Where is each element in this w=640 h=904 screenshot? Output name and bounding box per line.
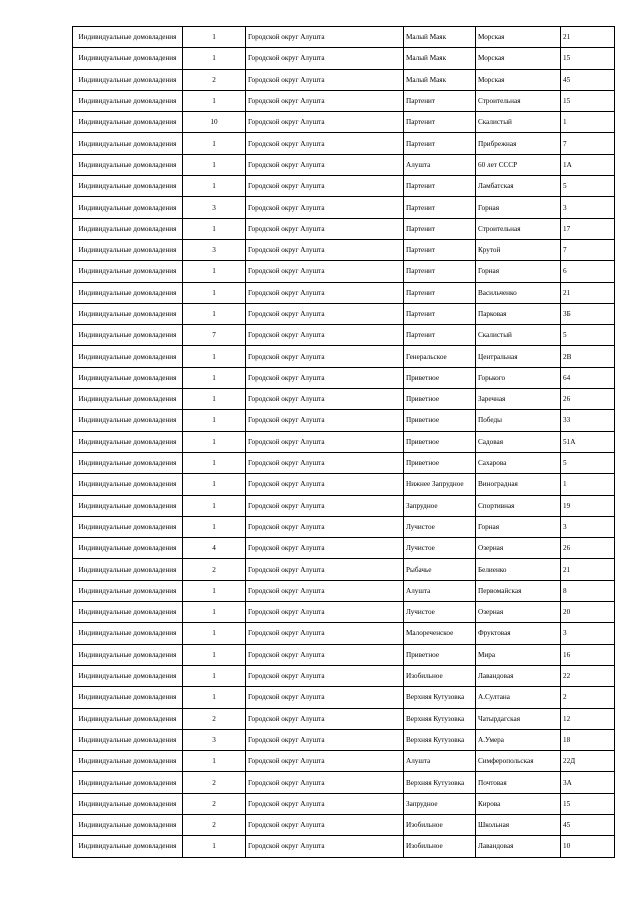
count-cell: 7 [183, 325, 246, 346]
house-number-cell: 21 [561, 282, 615, 303]
table-row [73, 495, 615, 516]
count-cell: 3 [183, 197, 246, 218]
district-cell: Городской округ Алушта [246, 133, 404, 154]
locality-cell: Малореченское [404, 623, 476, 644]
district-cell: Городской округ Алушта [246, 538, 404, 559]
count-cell: 2 [183, 559, 246, 580]
locality-cell: Партенит [404, 303, 476, 324]
house-number-cell: 5 [561, 176, 615, 197]
house-number-cell: 15 [561, 90, 615, 111]
table-row [73, 772, 615, 793]
count-cell: 1 [183, 452, 246, 473]
district-cell: Городской округ Алушта [246, 836, 404, 857]
district-cell: Городской округ Алушта [246, 814, 404, 835]
table-row [73, 793, 615, 814]
locality-cell: Алушта [404, 154, 476, 175]
locality-cell: Малый Маяк [404, 69, 476, 90]
type-cell: Индивидуальные домовладения [73, 452, 183, 473]
street-cell: Строительная [476, 218, 561, 239]
district-cell: Городской округ Алушта [246, 282, 404, 303]
count-cell: 1 [183, 176, 246, 197]
locality-cell: Нижнее Запрудное [404, 474, 476, 495]
house-number-cell: 3 [561, 516, 615, 537]
table-row [73, 90, 615, 111]
type-cell: Индивидуальные домовладения [73, 176, 183, 197]
table-row [73, 452, 615, 473]
type-cell: Индивидуальные домовладения [73, 814, 183, 835]
type-cell: Индивидуальные домовладения [73, 772, 183, 793]
house-number-cell: 64 [561, 367, 615, 388]
street-cell: Лавандовая [476, 665, 561, 686]
house-number-cell: 1 [561, 112, 615, 133]
locality-cell: Запрудное [404, 793, 476, 814]
table-row [73, 176, 615, 197]
table-row [73, 154, 615, 175]
house-number-cell: 26 [561, 389, 615, 410]
district-cell: Городской округ Алушта [246, 69, 404, 90]
district-cell: Городской округ Алушта [246, 644, 404, 665]
table-row [73, 282, 615, 303]
type-cell: Индивидуальные домовладения [73, 133, 183, 154]
type-cell: Индивидуальные домовладения [73, 197, 183, 218]
street-cell: Скалистый [476, 325, 561, 346]
count-cell: 4 [183, 538, 246, 559]
table-row [73, 410, 615, 431]
locality-cell: Изобильное [404, 665, 476, 686]
house-number-cell: 51А [561, 431, 615, 452]
district-cell: Городской округ Алушта [246, 580, 404, 601]
type-cell: Индивидуальные домовладения [73, 751, 183, 772]
house-number-cell: 5 [561, 452, 615, 473]
street-cell: Заречная [476, 389, 561, 410]
count-cell: 1 [183, 602, 246, 623]
district-cell: Городской округ Алушта [246, 729, 404, 750]
district-cell: Городской округ Алушта [246, 687, 404, 708]
locality-cell: Запрудное [404, 495, 476, 516]
district-cell: Городской округ Алушта [246, 772, 404, 793]
locality-cell: Партенит [404, 261, 476, 282]
count-cell: 3 [183, 239, 246, 260]
type-cell: Индивидуальные домовладения [73, 303, 183, 324]
table-row [73, 687, 615, 708]
count-cell: 1 [183, 516, 246, 537]
house-number-cell: 45 [561, 69, 615, 90]
district-cell: Городской округ Алушта [246, 303, 404, 324]
house-number-cell: 3А [561, 772, 615, 793]
count-cell: 1 [183, 389, 246, 410]
table-row [73, 814, 615, 835]
table-row [73, 197, 615, 218]
type-cell: Индивидуальные домовладения [73, 261, 183, 282]
locality-cell: Малый Маяк [404, 48, 476, 69]
type-cell: Индивидуальные домовладения [73, 793, 183, 814]
count-cell: 1 [183, 623, 246, 644]
locality-cell: Верхняя Кутузовка [404, 772, 476, 793]
table-row [73, 559, 615, 580]
district-cell: Городской округ Алушта [246, 112, 404, 133]
table-row [73, 729, 615, 750]
count-cell: 1 [183, 644, 246, 665]
house-number-cell: 15 [561, 48, 615, 69]
type-cell: Индивидуальные домовладения [73, 580, 183, 601]
street-cell: Садовая [476, 431, 561, 452]
locality-cell: Приветное [404, 389, 476, 410]
house-number-cell: 19 [561, 495, 615, 516]
district-cell: Городской округ Алушта [246, 154, 404, 175]
district-cell: Городской округ Алушта [246, 793, 404, 814]
locality-cell: Верхняя Кутузовка [404, 729, 476, 750]
locality-cell: Партенит [404, 90, 476, 111]
locality-cell: Генеральское [404, 346, 476, 367]
type-cell: Индивидуальные домовладения [73, 474, 183, 495]
count-cell: 1 [183, 367, 246, 388]
street-cell: Чатырдагская [476, 708, 561, 729]
street-cell: Почтовая [476, 772, 561, 793]
house-number-cell: 16 [561, 644, 615, 665]
house-number-cell: 45 [561, 814, 615, 835]
locality-cell: Партенит [404, 112, 476, 133]
type-cell: Индивидуальные домовладения [73, 410, 183, 431]
street-cell: Горная [476, 261, 561, 282]
table-row [73, 602, 615, 623]
district-cell: Городской округ Алушта [246, 495, 404, 516]
type-cell: Индивидуальные домовладения [73, 367, 183, 388]
house-number-cell: 18 [561, 729, 615, 750]
locality-cell: Партенит [404, 133, 476, 154]
street-cell: Фруктовая [476, 623, 561, 644]
district-cell: Городской округ Алушта [246, 27, 404, 48]
locality-cell: Верхняя Кутузовка [404, 708, 476, 729]
locality-cell: Малый Маяк [404, 27, 476, 48]
type-cell: Индивидуальные домовладения [73, 154, 183, 175]
house-number-cell: 21 [561, 27, 615, 48]
table-row [73, 48, 615, 69]
type-cell: Индивидуальные домовладения [73, 538, 183, 559]
type-cell: Индивидуальные домовладения [73, 48, 183, 69]
count-cell: 1 [183, 580, 246, 601]
house-number-cell: 3Б [561, 303, 615, 324]
locality-cell: Партенит [404, 218, 476, 239]
street-cell: Сахарова [476, 452, 561, 473]
house-number-cell: 1 [561, 474, 615, 495]
house-number-cell: 10 [561, 836, 615, 857]
street-cell: Морская [476, 69, 561, 90]
district-cell: Городской округ Алушта [246, 474, 404, 495]
type-cell: Индивидуальные домовладения [73, 431, 183, 452]
district-cell: Городской округ Алушта [246, 325, 404, 346]
count-cell: 1 [183, 90, 246, 111]
type-cell: Индивидуальные домовладения [73, 644, 183, 665]
district-cell: Городской округ Алушта [246, 367, 404, 388]
locality-cell: Алушта [404, 580, 476, 601]
street-cell: Виноградная [476, 474, 561, 495]
table-row [73, 474, 615, 495]
house-number-cell: 2В [561, 346, 615, 367]
table-row [73, 751, 615, 772]
locality-cell: Приветное [404, 452, 476, 473]
street-cell: Ламбатская [476, 176, 561, 197]
locality-cell: Партенит [404, 197, 476, 218]
street-cell: Морская [476, 27, 561, 48]
street-cell: Симферопольская [476, 751, 561, 772]
type-cell: Индивидуальные домовладения [73, 665, 183, 686]
count-cell: 1 [183, 261, 246, 282]
count-cell: 2 [183, 793, 246, 814]
locality-cell: Приветное [404, 644, 476, 665]
district-cell: Городской округ Алушта [246, 176, 404, 197]
house-number-cell: 2 [561, 687, 615, 708]
street-cell: Скалистый [476, 112, 561, 133]
type-cell: Индивидуальные домовладения [73, 389, 183, 410]
type-cell: Индивидуальные домовладения [73, 729, 183, 750]
count-cell: 1 [183, 154, 246, 175]
house-number-cell: 3 [561, 197, 615, 218]
district-cell: Городской округ Алушта [246, 665, 404, 686]
count-cell: 3 [183, 729, 246, 750]
count-cell: 1 [183, 133, 246, 154]
district-cell: Городской округ Алушта [246, 708, 404, 729]
house-number-cell: 15 [561, 793, 615, 814]
count-cell: 1 [183, 665, 246, 686]
street-cell: Парковая [476, 303, 561, 324]
street-cell: 60 лет СССР [476, 154, 561, 175]
table-row [73, 538, 615, 559]
street-cell: Горная [476, 516, 561, 537]
housing-table [72, 26, 615, 858]
locality-cell: Изобильное [404, 814, 476, 835]
locality-cell: Приветное [404, 410, 476, 431]
house-number-cell: 17 [561, 218, 615, 239]
district-cell: Городской округ Алушта [246, 261, 404, 282]
district-cell: Городской округ Алушта [246, 751, 404, 772]
table-row [73, 218, 615, 239]
district-cell: Городской округ Алушта [246, 431, 404, 452]
table-row [73, 665, 615, 686]
table-row [73, 516, 615, 537]
locality-cell: Лучистое [404, 602, 476, 623]
house-number-cell: 7 [561, 239, 615, 260]
street-cell: Школьная [476, 814, 561, 835]
house-number-cell: 8 [561, 580, 615, 601]
type-cell: Индивидуальные домовладения [73, 495, 183, 516]
district-cell: Городской округ Алушта [246, 623, 404, 644]
table-row [73, 239, 615, 260]
district-cell: Городской округ Алушта [246, 559, 404, 580]
type-cell: Индивидуальные домовладения [73, 69, 183, 90]
table-body [73, 27, 615, 858]
street-cell: Мира [476, 644, 561, 665]
district-cell: Городской округ Алушта [246, 389, 404, 410]
type-cell: Индивидуальные домовладения [73, 708, 183, 729]
house-number-cell: 22 [561, 665, 615, 686]
count-cell: 1 [183, 346, 246, 367]
table-row [73, 708, 615, 729]
street-cell: Горького [476, 367, 561, 388]
locality-cell: Партенит [404, 176, 476, 197]
house-number-cell: 7 [561, 133, 615, 154]
locality-cell: Приветное [404, 367, 476, 388]
count-cell: 1 [183, 27, 246, 48]
count-cell: 1 [183, 495, 246, 516]
type-cell: Индивидуальные домовладения [73, 623, 183, 644]
house-number-cell: 12 [561, 708, 615, 729]
district-cell: Городской округ Алушта [246, 197, 404, 218]
table-row [73, 27, 615, 48]
type-cell: Индивидуальные домовладения [73, 218, 183, 239]
count-cell: 2 [183, 814, 246, 835]
count-cell: 1 [183, 474, 246, 495]
district-cell: Городской округ Алушта [246, 602, 404, 623]
locality-cell: Приветное [404, 431, 476, 452]
table-row [73, 69, 615, 90]
house-number-cell: 26 [561, 538, 615, 559]
street-cell: Озерная [476, 538, 561, 559]
type-cell: Индивидуальные домовладения [73, 282, 183, 303]
table-row [73, 389, 615, 410]
count-cell: 1 [183, 303, 246, 324]
table-row [73, 836, 615, 857]
table-row [73, 261, 615, 282]
count-cell: 1 [183, 48, 246, 69]
district-cell: Городской округ Алушта [246, 410, 404, 431]
house-number-cell: 33 [561, 410, 615, 431]
street-cell: Первомайская [476, 580, 561, 601]
table-row [73, 133, 615, 154]
house-number-cell: 21 [561, 559, 615, 580]
count-cell: 1 [183, 836, 246, 857]
table-row [73, 644, 615, 665]
table-row [73, 112, 615, 133]
street-cell: Горная [476, 197, 561, 218]
type-cell: Индивидуальные домовладения [73, 27, 183, 48]
table-row [73, 346, 615, 367]
house-number-cell: 5 [561, 325, 615, 346]
type-cell: Индивидуальные домовладения [73, 602, 183, 623]
district-cell: Городской округ Алушта [246, 239, 404, 260]
house-number-cell: 3 [561, 623, 615, 644]
street-cell: Центральная [476, 346, 561, 367]
type-cell: Индивидуальные домовладения [73, 325, 183, 346]
count-cell: 1 [183, 687, 246, 708]
type-cell: Индивидуальные домовладения [73, 687, 183, 708]
count-cell: 1 [183, 431, 246, 452]
type-cell: Индивидуальные домовладения [73, 516, 183, 537]
house-number-cell: 20 [561, 602, 615, 623]
table-row [73, 431, 615, 452]
type-cell: Индивидуальные домовладения [73, 836, 183, 857]
district-cell: Городской округ Алушта [246, 218, 404, 239]
count-cell: 10 [183, 112, 246, 133]
table-row [73, 623, 615, 644]
locality-cell: Изобильное [404, 836, 476, 857]
type-cell: Индивидуальные домовладения [73, 112, 183, 133]
district-cell: Городской округ Алушта [246, 346, 404, 367]
street-cell: А.Умера [476, 729, 561, 750]
street-cell: Строительная [476, 90, 561, 111]
house-number-cell: 6 [561, 261, 615, 282]
house-number-cell: 22Д [561, 751, 615, 772]
street-cell: Васильченко [476, 282, 561, 303]
count-cell: 1 [183, 410, 246, 431]
street-cell: Озерная [476, 602, 561, 623]
locality-cell: Лучистое [404, 538, 476, 559]
street-cell: Лавандовая [476, 836, 561, 857]
table-row [73, 303, 615, 324]
count-cell: 2 [183, 772, 246, 793]
type-cell: Индивидуальные домовладения [73, 346, 183, 367]
street-cell: Морская [476, 48, 561, 69]
table-row [73, 580, 615, 601]
street-cell: Кирова [476, 793, 561, 814]
locality-cell: Партенит [404, 282, 476, 303]
house-number-cell: 1А [561, 154, 615, 175]
street-cell: А.Султана [476, 687, 561, 708]
locality-cell: Лучистое [404, 516, 476, 537]
count-cell: 2 [183, 708, 246, 729]
street-cell: Победы [476, 410, 561, 431]
district-cell: Городской округ Алушта [246, 48, 404, 69]
table-row [73, 367, 615, 388]
district-cell: Городской округ Алушта [246, 90, 404, 111]
count-cell: 1 [183, 218, 246, 239]
district-cell: Городской округ Алушта [246, 516, 404, 537]
locality-cell: Партенит [404, 325, 476, 346]
count-cell: 2 [183, 69, 246, 90]
street-cell: Спортивная [476, 495, 561, 516]
street-cell: Крутой [476, 239, 561, 260]
district-cell: Городской округ Алушта [246, 452, 404, 473]
type-cell: Индивидуальные домовладения [73, 559, 183, 580]
type-cell: Индивидуальные домовладения [73, 239, 183, 260]
locality-cell: Верхняя Кутузовка [404, 687, 476, 708]
table-row [73, 325, 615, 346]
street-cell: Прибрежная [476, 133, 561, 154]
count-cell: 1 [183, 282, 246, 303]
locality-cell: Рыбачье [404, 559, 476, 580]
locality-cell: Алушта [404, 751, 476, 772]
locality-cell: Партенит [404, 239, 476, 260]
count-cell: 1 [183, 751, 246, 772]
type-cell: Индивидуальные домовладения [73, 90, 183, 111]
street-cell: Белиенко [476, 559, 561, 580]
